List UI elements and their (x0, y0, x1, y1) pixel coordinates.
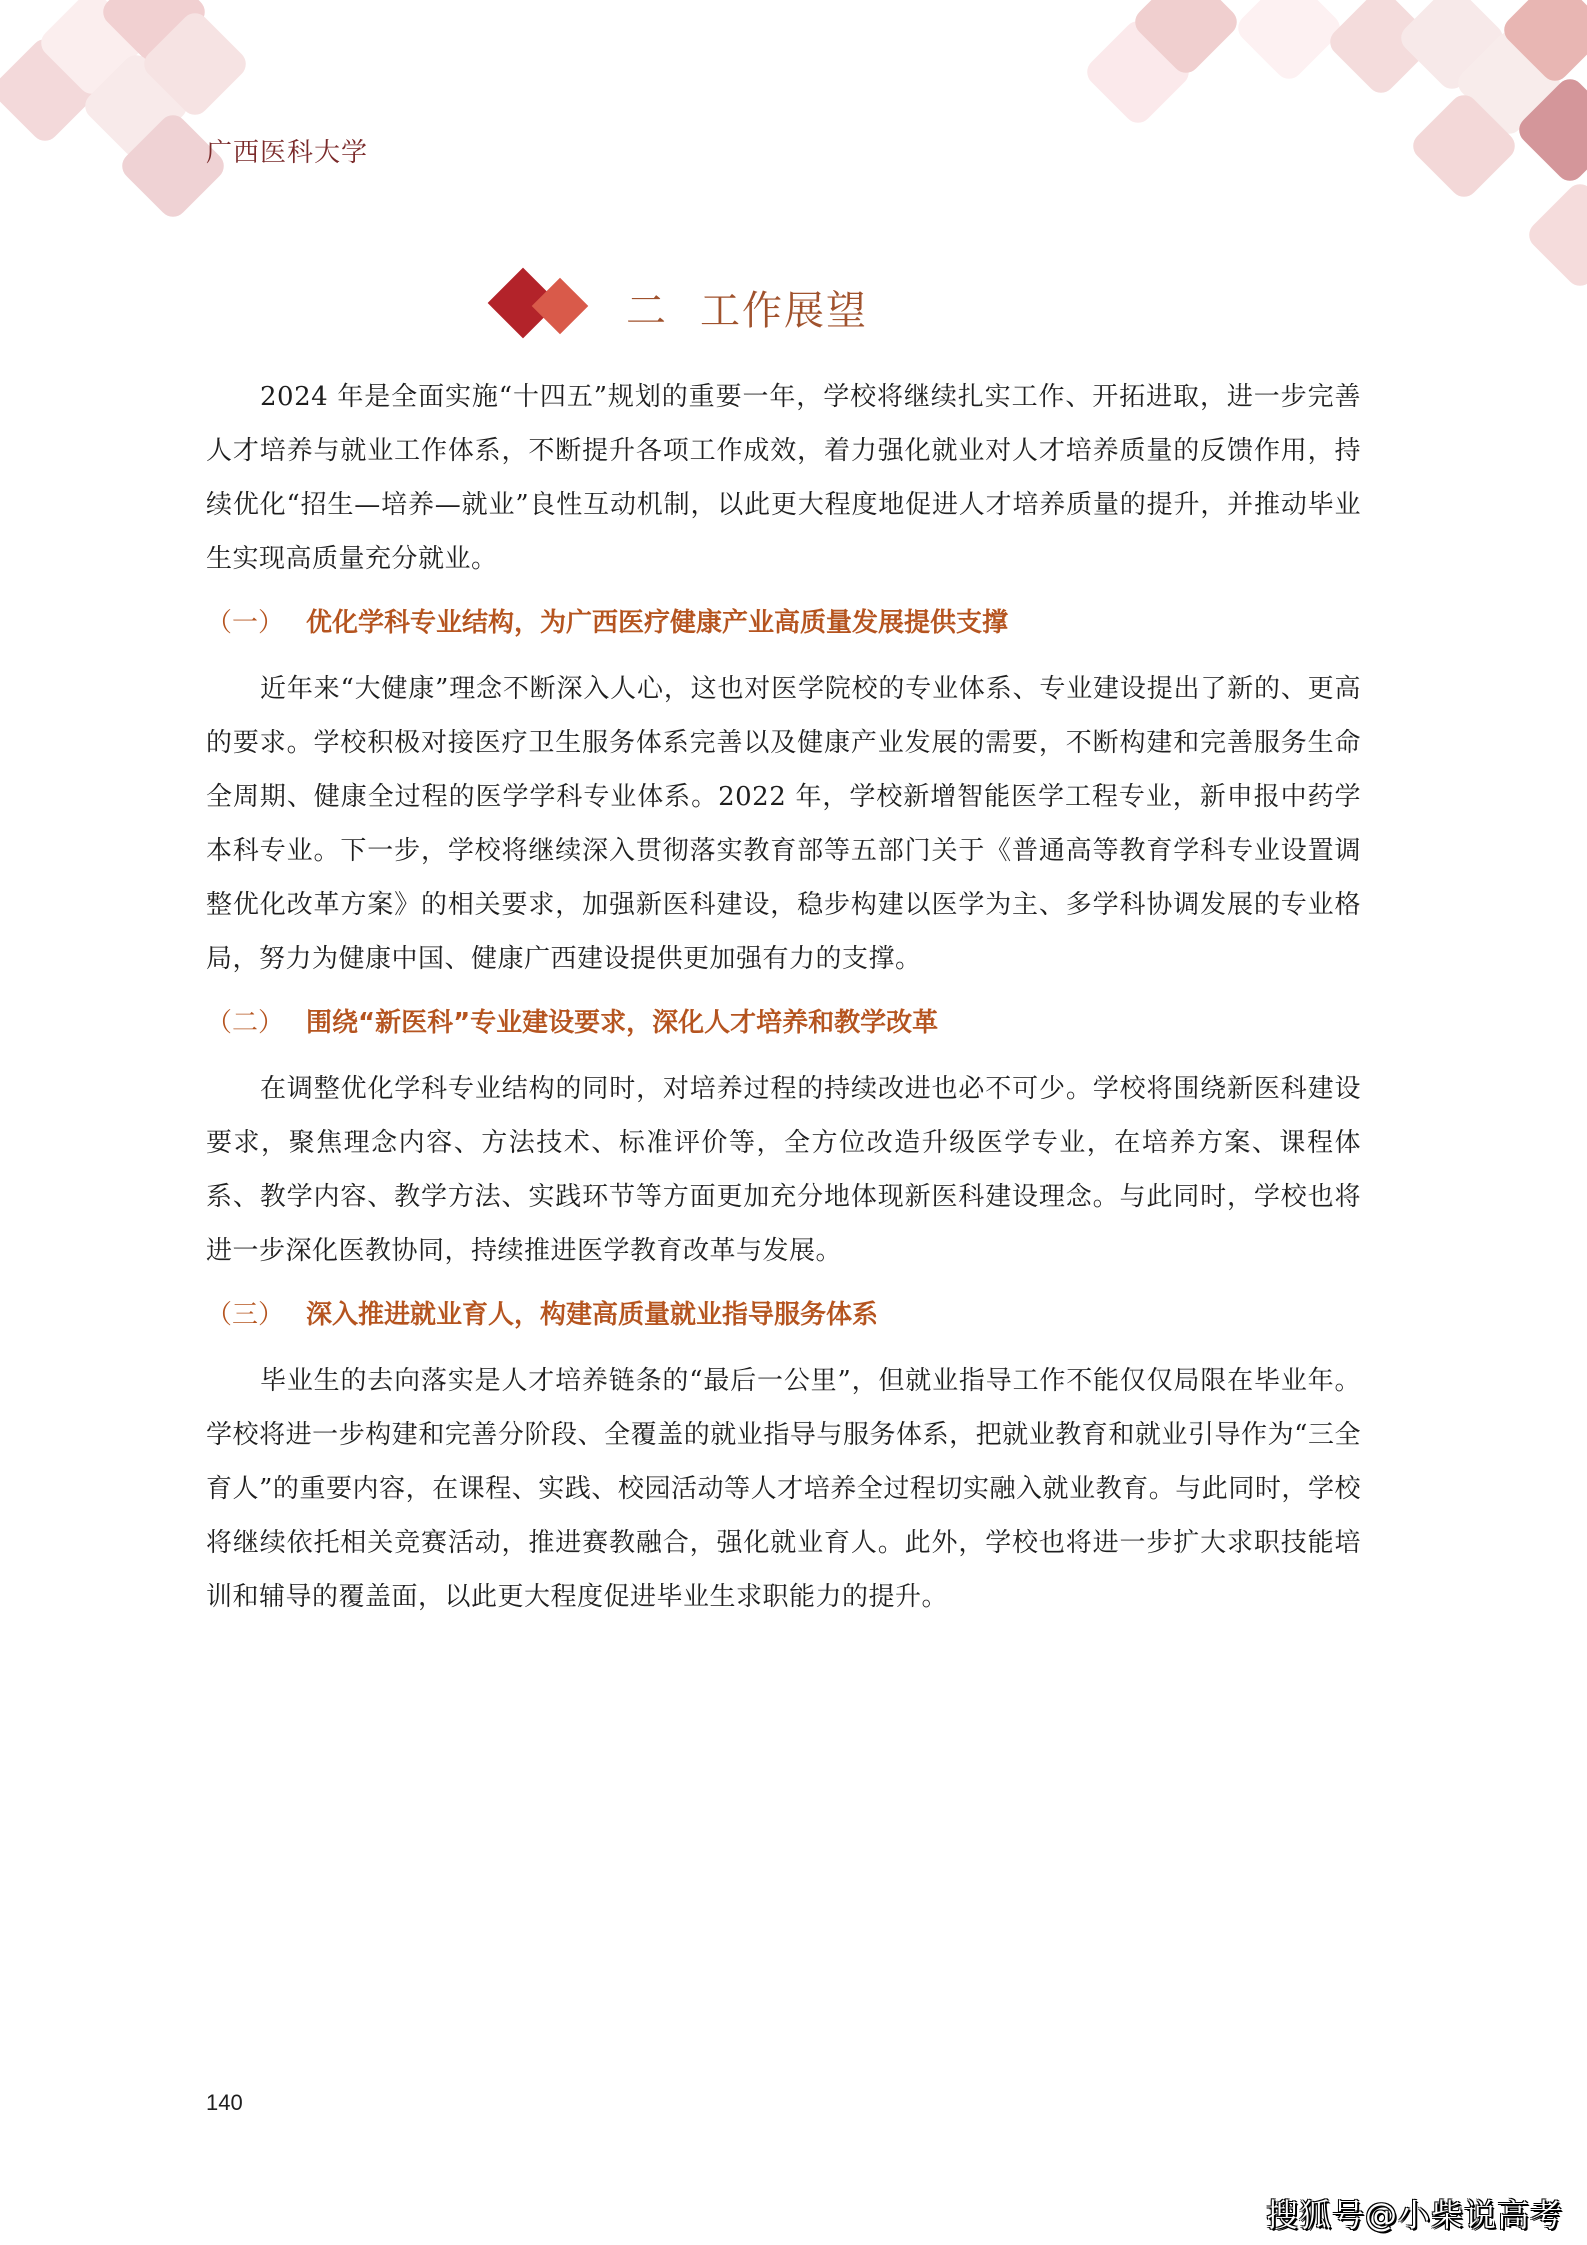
subsection-heading-1 (206, 596, 1361, 650)
subsection-body-1: 近年来“大健康”理念不断深入人心，这也对医学院校的专业体系、专业建设提出了新的、更高的要求。学校积极对接医疗卫生服务体系完善以及健康产业发展的需要，不断构建和完善服务生命全周期、健康全过程的医学学科专业体系。2022 年，学校新增智能医学工程专业，新申报中药学本科专业。下一步，学校将继续深入贯彻落实教育部等五部门关于《普通高等教育学科专业设置调整优化改革方案》的相关要求，加强新医科建设，稳步构建以医学为主、多学科协调发展的专业格局，努力为健康中国、健康广西建设提供更加强有力的支撑。 (206, 674, 1361, 974)
subsection-body-3: 毕业生的去向落实是人才培养链条的“最后一公里”，但就业指导工作不能仅仅局限在毕业年。学校将进一步构建和完善分阶段、全覆盖的就业指导与服务体系，把就业教育和就业引导作为“三全育人”的重要内容，在课程、实践、校园活动等人才培养全过程切实融入就业教育。与此同时，学校将继续依托相关竞赛活动，推进赛教融合，强化就业育人。此外，学校也将进一步扩大求职技能培训和辅导的覆盖面，以此更大程度促进毕业生求职能力的提升。 (206, 1366, 1361, 1612)
decor-tile (1232, 0, 1345, 85)
section-heading (490, 272, 868, 342)
section-title: 工作展望 (700, 287, 868, 334)
university-name: 广西医科大学 (206, 138, 369, 168)
document-body (206, 370, 1361, 1624)
section-number: 二 (626, 287, 666, 334)
page-number: 140 (206, 2090, 243, 2115)
subsection-title: 围绕“新医科”专业建设要求，深化人才培养和教学改革 (306, 1008, 939, 1038)
watermark: 搜狐号@小柴说高考 (1266, 2196, 1564, 2234)
decor-tile (1523, 178, 1587, 291)
intro-paragraph: 2024 年是全面实施“十四五”规划的重要一年，学校将继续扎实工作、开拓进取，进一步完善人才培养与就业工作体系，不断提升各项工作成效，着力强化就业对人才培养质量的反馈作用，持续优化“招生—培养—就业”良性互动机制，以此更大程度地促进人才培养质量的提升，并推动毕业生实现高质量充分就业。 (206, 382, 1361, 574)
subsection-number: （一） (206, 608, 285, 638)
subsection-title: 深入推进就业育人，构建高质量就业指导服务体系 (306, 1300, 879, 1330)
subsection-number: （二） (206, 1008, 285, 1038)
subsection-heading-2 (206, 996, 1361, 1050)
subsection-heading-3 (206, 1288, 1361, 1342)
subsection-title: 优化学科专业结构，为广西医疗健康产业高质量发展提供支撑 (306, 608, 1009, 638)
subsection-number: （三） (206, 1300, 285, 1330)
diamond-icon (490, 272, 600, 342)
subsection-body-2: 在调整优化学科专业结构的同时，对培养过程的持续改进也必不可少。学校将围绕新医科建设要求，聚焦理念内容、方法技术、标准评价等，全方位改造升级医学专业，在培养方案、课程体系、教学内容、教学方法、实践环节等方面更加充分地体现新医科建设理念。与此同时，学校也将进一步深化医教协同，持续推进医学教育改革与发展。 (206, 1074, 1361, 1266)
